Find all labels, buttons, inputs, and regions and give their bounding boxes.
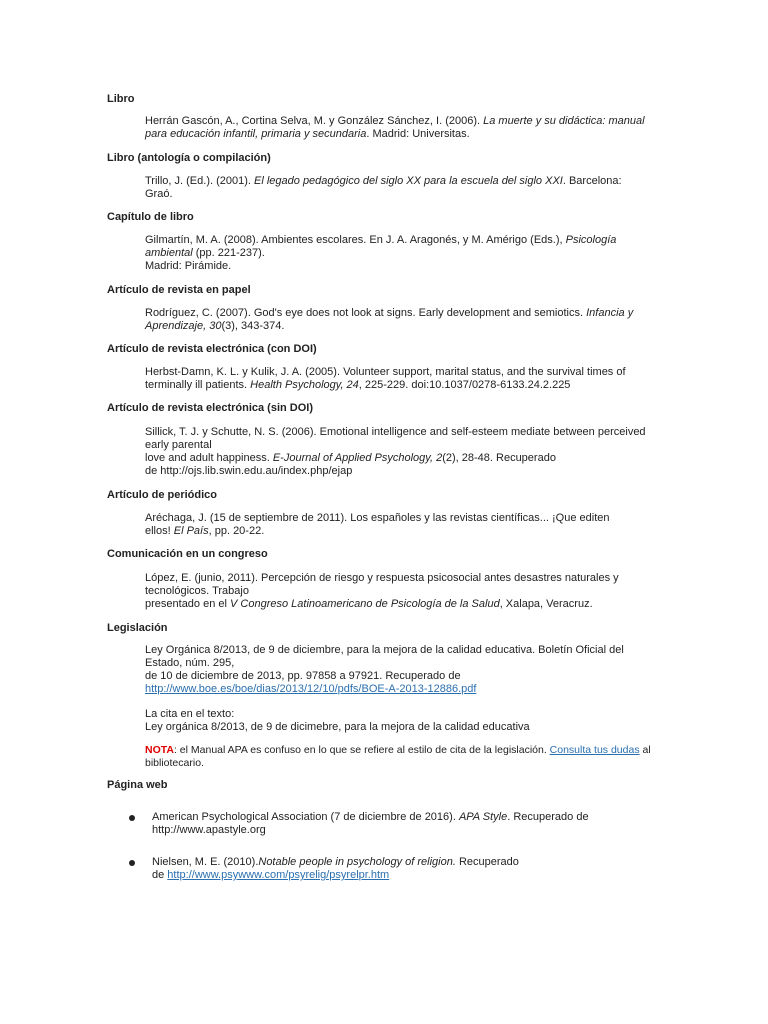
reference-antologia	[145, 175, 665, 201]
ref-text: . Barcelona:	[562, 175, 622, 187]
ref-text: http://www.apastyle.org	[152, 824, 266, 836]
ref-title: E-Journal of Applied Psychology, 2	[272, 452, 443, 464]
ref-text: Herbst-Damn, K. L. y Kulik, J. A. (2005). Volunteer support, marital status, and the survival times of	[145, 366, 626, 378]
reference-legislacion	[145, 644, 665, 696]
ref-text: Aréchaga, J. (15 de septiembre de 2011). Los españoles y las revistas científicas... ¡Que editen	[145, 512, 610, 524]
section-heading-revista-doi: Artículo de revista electrónica (con DOI)	[107, 343, 317, 355]
ref-text: , pp. 20-22.	[208, 525, 265, 537]
ref-text: Recuperado	[455, 856, 519, 868]
bullet-icon	[129, 815, 135, 821]
ref-text: early parental	[145, 439, 212, 451]
consulta-dudas-link[interactable]: Consulta tus dudas	[549, 744, 640, 756]
reference-capitulo	[145, 234, 665, 273]
ref-title: ambiental	[145, 247, 193, 259]
ref-text: (2), 28-48. Recuperado	[442, 452, 556, 464]
ref-text: . Madrid: Universitas.	[366, 128, 470, 140]
ref-text: terminally ill patients.	[145, 379, 251, 391]
ref-text: Nielsen, M. E. (2010).	[152, 856, 259, 868]
reference-revista-sin-doi	[145, 426, 665, 478]
reference-libro	[145, 115, 665, 141]
section-heading-libro: Libro	[107, 93, 135, 105]
ref-text: López, E. (junio, 2011). Percepción de riesgo y respuesta psicosocial antes desastres naturales y	[145, 572, 619, 584]
ref-title: para educación infantil, primaria y secundaria	[145, 128, 367, 140]
section-heading-pagina-web: Página web	[107, 779, 168, 791]
ref-text: (pp. 221-237).	[192, 247, 265, 259]
reference-revista-doi	[145, 366, 665, 392]
ref-title: Psicología	[565, 234, 617, 246]
ref-text: . Recuperado de	[507, 811, 589, 823]
ref-text: (3), 343-374.	[221, 320, 285, 332]
reference-web-nielsen	[152, 856, 672, 882]
nota-block	[145, 744, 665, 770]
ref-text: presentado en el	[145, 598, 231, 610]
nota-text: al	[639, 744, 651, 756]
ref-title: El legado pedagógico del siglo XX para la escuela del siglo XXI	[254, 175, 563, 187]
ref-text: Estado, núm. 295,	[145, 657, 235, 669]
psywww-link[interactable]: http://www.psywww.com/psyrelig/psyrelpr.htm	[167, 869, 390, 881]
ref-title: Health Psychology, 24	[250, 379, 359, 391]
ref-text: Madrid: Pirámide.	[145, 260, 232, 272]
cita-text: Ley orgánica 8/2013, de 9 de dicimebre, para la mejora de la calidad educativa	[145, 721, 530, 733]
reference-revista-papel	[145, 307, 665, 333]
nota-text: : el Manual APA es confuso en lo que se refiere al estilo de cita de la legislación.	[173, 744, 550, 756]
ref-text: Herrán Gascón, A., Cortina Selva, M. y González Sánchez, I. (2006).	[145, 115, 484, 127]
ref-text: , 225-229. doi:10.1037/0278-6133.24.2.225	[358, 379, 571, 391]
ref-title: V Congreso Latinoamericano de Psicología de la Salud	[230, 598, 500, 610]
section-heading-antologia: Libro (antología o compilación)	[107, 152, 271, 164]
ref-text: Rodríguez, C. (2007). God's eye does not look at signs. Early development and semiotics.	[145, 307, 587, 319]
ref-text: , Xalapa, Veracruz.	[499, 598, 593, 610]
ref-text: Ley Orgánica 8/2013, de 9 de diciembre, para la mejora de la calidad educativa. Boletín Oficial del	[145, 644, 624, 656]
ref-title: Aprendizaje, 30	[145, 320, 222, 332]
section-heading-congreso: Comunicación en un congreso	[107, 548, 268, 560]
ref-text: Trillo, J. (Ed.). (2001).	[145, 175, 255, 187]
ref-text: de	[152, 869, 168, 881]
section-heading-capitulo: Capítulo de libro	[107, 211, 194, 223]
section-heading-revista-papel: Artículo de revista en papel	[107, 284, 251, 296]
cita-en-texto	[145, 708, 665, 734]
ref-text: de 10 de diciembre de 2013, pp. 97858 a 97921. Recuperado de	[145, 670, 461, 682]
ref-text: love and adult happiness.	[145, 452, 273, 464]
ref-text: Sillick, T. J. y Schutte, N. S. (2006). Emotional intelligence and self-esteem mediate between perceived	[145, 426, 646, 438]
bullet-icon	[129, 860, 135, 866]
section-heading-periodico: Artículo de periódico	[107, 489, 218, 501]
ref-title: La muerte y su didáctica: manual	[483, 115, 645, 127]
reference-web-apa	[152, 811, 672, 837]
ref-title: Notable people in psychology of religion.	[258, 856, 456, 868]
ref-text: American Psychological Association (7 de diciembre de 2016).	[152, 811, 459, 823]
boe-link[interactable]: http://www.boe.es/boe/dias/2013/12/10/pdfs/BOE-A-2013-12886.pdf	[145, 683, 477, 695]
ref-text: Gilmartín, M. A. (2008). Ambientes escolares. En J. A. Aragonés, y M. Amérigo (Eds.),	[145, 234, 566, 246]
nota-text: bibliotecario.	[145, 757, 204, 769]
ref-title: El País	[173, 525, 209, 537]
ref-title: APA Style	[458, 811, 508, 823]
ref-text: Graó.	[145, 188, 173, 200]
nota-label: NOTA	[145, 744, 174, 756]
ref-text: ellos!	[145, 525, 174, 537]
section-heading-legislacion: Legislación	[107, 622, 168, 634]
reference-congreso	[145, 572, 665, 611]
ref-title: Infancia y	[586, 307, 634, 319]
ref-text: de http://ojs.lib.swin.edu.au/index.php/ejap	[145, 465, 353, 477]
cita-label: La cita en el texto:	[145, 708, 235, 720]
reference-periodico	[145, 512, 665, 538]
ref-text: tecnológicos. Trabajo	[145, 585, 249, 597]
section-heading-revista-sin-doi: Artículo de revista electrónica (sin DOI)	[107, 402, 314, 414]
